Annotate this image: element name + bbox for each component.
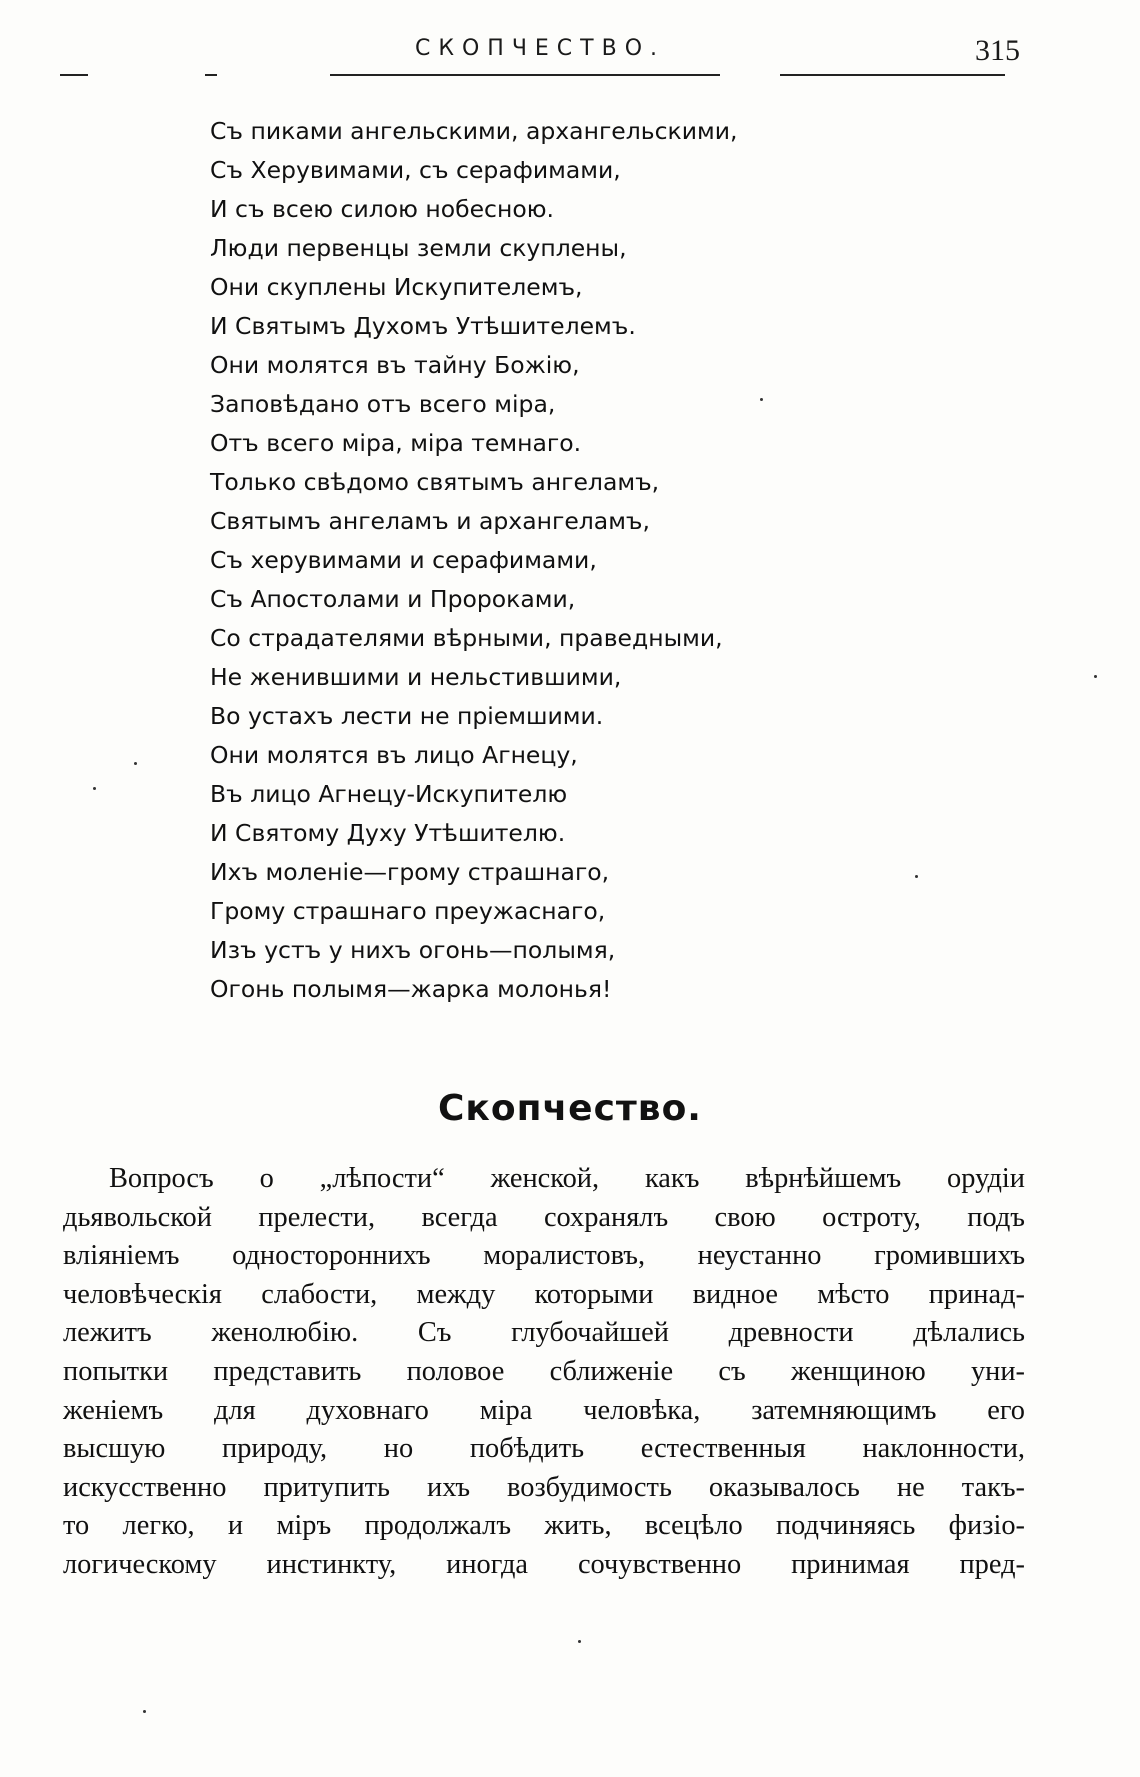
poem-line: Грому страшнаго преужаснаго, bbox=[210, 897, 606, 925]
header-rule bbox=[205, 74, 217, 76]
poem-line: Съ Апостолами и Пророками, bbox=[210, 585, 576, 613]
prose-line: искусственно притупить ихъ возбудимость оказывалось не такъ- bbox=[63, 1471, 1025, 1503]
prose-line: лежитъ женолюбію. Съ глубочайшей древности дѣлались bbox=[63, 1317, 1025, 1349]
poem-line: И съ всею силою нобесною. bbox=[210, 195, 554, 223]
poem-line: Изъ устъ у нихъ огонь—полымя, bbox=[210, 936, 616, 964]
poem-line: Они скуплены Искупителемъ, bbox=[210, 273, 583, 301]
scan-speck bbox=[93, 787, 96, 790]
prose-line: высшую природу, но побѣдить естественныя наклонности, bbox=[63, 1433, 1025, 1465]
page-number: 315 bbox=[975, 34, 1020, 67]
prose-line: человѣческія слабости, между которыми видное мѣсто принад- bbox=[63, 1278, 1025, 1310]
prose-line: логическому инстинкту, иногда сочувственно принимая пред- bbox=[63, 1548, 1025, 1580]
header-rule bbox=[60, 74, 88, 76]
poem-line: И Святому Духу Утѣшителю. bbox=[210, 819, 566, 847]
prose-line: то легко, и міръ продолжалъ жить, всецѣло подчиняясь физіо- bbox=[63, 1510, 1025, 1542]
scan-speck bbox=[1094, 675, 1097, 678]
poem bbox=[210, 112, 930, 1009]
scan-speck bbox=[578, 1640, 581, 1643]
poem-line: Не женившими и нельстившими, bbox=[210, 663, 622, 691]
running-title: СКОПЧЕСТВО. bbox=[414, 36, 666, 61]
running-header bbox=[60, 30, 1020, 84]
poem-line: Святымъ ангеламъ и архангеламъ, bbox=[210, 507, 650, 535]
poem-line: И Святымъ Духомъ Утѣшителемъ. bbox=[210, 312, 636, 340]
poem-line: Только свѣдомо святымъ ангеламъ, bbox=[210, 468, 660, 496]
scan-speck bbox=[134, 762, 137, 765]
prose-line: попытки представить половое сближеніе съ женщиною уни- bbox=[63, 1355, 1025, 1387]
scan-speck bbox=[760, 398, 763, 401]
poem-line: Съ херувимами и серафимами, bbox=[210, 546, 597, 574]
poem-line: Огонь полымя—жарка молонья! bbox=[210, 975, 612, 1003]
poem-line: Съ Херувимами, съ серафимами, bbox=[210, 156, 621, 184]
poem-line: Отъ всего міра, міра темнаго. bbox=[210, 429, 582, 457]
scan-speck bbox=[143, 1710, 146, 1713]
prose-paragraph bbox=[63, 1160, 1025, 1585]
poem-line: Со страдателями вѣрными, праведными, bbox=[210, 624, 723, 652]
poem-line: Заповѣдано отъ всего міра, bbox=[210, 390, 556, 418]
prose-line: Вопросъ о „лѣпости“ женской, какъ вѣрнѣйшемъ орудіи bbox=[109, 1163, 1025, 1194]
poem-line: Люди первенцы земли скуплены, bbox=[210, 234, 627, 262]
poem-line: Они молятся въ тайну Божію, bbox=[210, 351, 580, 379]
poem-line: Въ лицо Агнецу-Искупителю bbox=[210, 780, 568, 808]
poem-line: Съ пиками ангельскими, архангельскими, bbox=[210, 117, 738, 145]
section-title: Скопчество. bbox=[438, 1088, 702, 1129]
poem-line: Во устахъ лести не пріемшими. bbox=[210, 702, 604, 730]
header-rule bbox=[780, 74, 1005, 76]
prose-line: женіемъ для духовнаго міра человѣка, затемняющимъ его bbox=[63, 1394, 1025, 1426]
prose-line: дьявольской прелести, всегда сохранялъ свою остроту, подъ bbox=[63, 1201, 1025, 1233]
scan-speck bbox=[915, 875, 918, 878]
poem-line: Ихъ моленіе—грому страшнаго, bbox=[210, 858, 610, 886]
poem-line: Они молятся въ лицо Агнецу, bbox=[210, 741, 578, 769]
header-rule bbox=[330, 74, 720, 76]
prose-line: вліяніемъ одностороннихъ моралистовъ, неустанно громившихъ bbox=[63, 1240, 1025, 1272]
